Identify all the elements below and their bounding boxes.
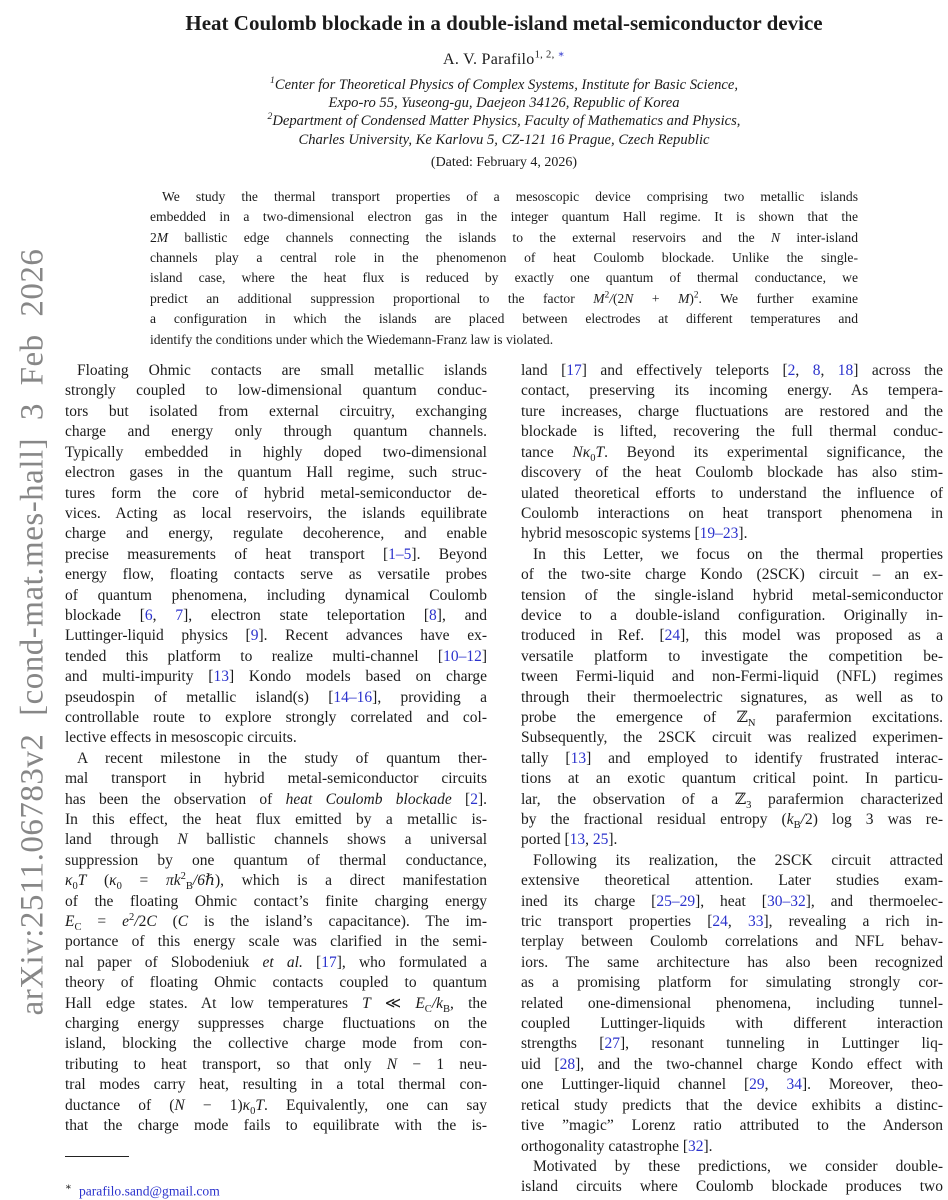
citation-link[interactable]: 17 [321, 953, 337, 971]
text-line: tween Fermi-liquid and non-Fermi-liquid (NFL) regimes [521, 668, 943, 686]
text-line: strengths [27], resonant tunneling in Luttinger liq- [521, 1035, 943, 1053]
citation-link[interactable]: 10–12 [443, 647, 482, 665]
text-line: orthogonality catastrophe [32]. [521, 1137, 713, 1155]
text-line: ined its charge [25–29], heat [30–32], and thermoelec- [521, 892, 943, 910]
text-line: predict an additional suppression proportional to the factor $M^2/(2N + M)^2$. We further examine [150, 289, 859, 306]
abstract [150, 187, 858, 350]
text-line: tally [13] and employed to identify frustrated interac- [521, 749, 943, 767]
citation-link[interactable]: 18 [837, 362, 854, 380]
text-line: device to a double-island configuration. Originally in- [521, 606, 943, 624]
citation-link[interactable]: 25–29 [656, 892, 696, 910]
citation-link[interactable]: 30–32 [766, 892, 806, 910]
citation-link[interactable]: 8 [429, 606, 437, 624]
paragraph [521, 361, 943, 545]
text-line: land [17] and effectively teleports [2, 8, 18] across the [521, 362, 943, 380]
citation-link[interactable]: 27 [604, 1035, 620, 1053]
text-line: island case, where the heat flux is reduced by exactly one quantum of thermal conductance, we [150, 270, 858, 286]
text-line: Typically embedded in highly doped two-dimensional [65, 443, 487, 461]
footnote [65, 1182, 487, 1200]
paragraph [150, 187, 858, 350]
page-title: Heat Coulomb blockade in a double-island metal-semiconductor device [185, 11, 823, 35]
text-line: ported [13, 25]. [521, 831, 618, 849]
text-line: of quantum phenomena, including dynamical Coulomb [65, 586, 487, 604]
text-line: blockade [6, 7], electron state teleportation [8], and [65, 606, 487, 624]
citation-link[interactable]: 33 [747, 913, 764, 931]
author-footnote-star[interactable]: ∗ [557, 49, 565, 61]
text-line: terplay between Coulomb correlations and NFL behav- [521, 933, 943, 951]
text-line: probe the emergence of ℤ$_N$ parafermion excitations. [521, 708, 943, 730]
text-line: tension of the single-island hybrid metal-semiconductor [521, 586, 943, 604]
dated-line: (Dated: February 4, 2026) [430, 154, 578, 170]
text-line: Floating Ohmic contacts are small metallic islands [77, 362, 487, 380]
text-line: as a promising platform for simulating strongly cor- [521, 974, 943, 992]
text-line: suppression by one quantum of thermal conductance, [65, 851, 487, 869]
text-line: channels play a central role in the phenomenon of heat Coulomb blockade. Unlike the single- [150, 250, 858, 266]
text-line: iors. The same architecture has also been recognized [521, 953, 943, 971]
text-line: In this effect, the heat flux emitted by a metallic is- [65, 811, 487, 828]
paragraph [521, 1157, 943, 1198]
citation-link[interactable]: 13 [213, 668, 229, 686]
text-line: lective effects in mesoscopic circuits. [65, 729, 297, 747]
text-line: tributing to heat transport, so that only N − 1 neu- [65, 1055, 487, 1073]
text-line: tors but isolated from external circuitry, exchanging [65, 402, 487, 420]
text-line: We study the thermal transport properties of a mesoscopic device comprising two metallic islands [162, 188, 858, 204]
citation-link[interactable]: 32 [688, 1137, 704, 1155]
text-line: charge and energy, regulate decoherence, and enable [65, 525, 487, 543]
text-line: has been the observation of heat Coulomb blockade [2]. [65, 790, 487, 808]
text-line: island, blocking the collective charge mode from con- [65, 1035, 487, 1053]
left-column [65, 361, 487, 1199]
affiliation-line: $^1$Center for Theoretical Physics of Complex Systems, Institute for Basic Science, [270, 75, 738, 93]
footnote-marker: ∗ [65, 1181, 72, 1193]
affiliation-line: Expo-ro 55, Yuseong-gu, Daejeon 34126, Republic of Korea [328, 95, 680, 112]
text-line: of the floating Ohmic contact’s finite charging energy [65, 892, 487, 910]
text-line: land through N ballistic channels shows a universal [65, 831, 488, 849]
text-line: and multi-impurity [13] Kondo models based on charge [65, 668, 487, 686]
text-line: uid [28], and the two-channel charge Kondo effect with [521, 1055, 944, 1073]
text-line: by the fractional residual entropy $(k_B/2)$ log 3 was re- [521, 811, 943, 832]
text-line: related one-dimensional phenomena, including tunnel- [521, 994, 943, 1012]
text-line: one Luttinger-liquid channel [29, 34]. Moreover, theo- [521, 1076, 943, 1094]
text-line: Luttinger-liquid physics [9]. Recent advances have ex- [65, 627, 487, 645]
text-line: tive ”magic” Lorenz ratio attributed to the Anderson [521, 1117, 943, 1135]
text-line: ture increases, charge fluctuations are restored and the [521, 402, 943, 420]
citation-link[interactable]: 24 [664, 627, 681, 645]
citation-link[interactable]: 25 [592, 831, 609, 849]
citation-link[interactable]: 9 [250, 627, 259, 645]
text-line: In this Letter, we focus on the thermal properties [533, 545, 943, 563]
text-line: pseudospin of metallic island(s) [14–16], providing a [65, 688, 487, 706]
text-line: of the two-site charge Kondo (2SCK) circuit – an ex- [521, 566, 943, 584]
text-line: identify the conditions under which the Wiedemann-Franz law is violated. [150, 331, 554, 347]
paper-page [65, 0, 943, 1199]
text-line: precise measurements of heat transport [1–5]. Beyond [65, 545, 487, 563]
text-line: Coulomb interactions on heat transport phenomena in [521, 504, 943, 522]
author-name: A. V. Parafilo [443, 51, 535, 68]
citation-link[interactable]: 13 [569, 831, 586, 849]
text-line: that the charge mode fails to equilibrate with the is- [65, 1117, 487, 1135]
text-line: ductance of $(N - 1)\kappa_0T$. Equivalently, one can say [65, 1096, 487, 1117]
text-line: troduced in Ref. [24], this model was proposed as a [521, 627, 943, 645]
paragraph [521, 545, 943, 851]
text-line: extensive theoretical attention. Later studies exam- [521, 872, 943, 890]
citation-link[interactable]: 24 [712, 913, 728, 931]
text-line: theory of floating Ohmic contacts coupled to quantum [65, 974, 487, 992]
right-column [521, 361, 943, 1199]
text-line: through their thermoelectric signatures, as well as to [521, 688, 943, 706]
text-line: coupled Luttinger-liquids with different interaction [521, 1015, 943, 1033]
affiliation-line: $^2$Department of Condensed Matter Physics, Faculty of Mathematics and Physics, [267, 111, 741, 130]
citation-link[interactable]: 14–16 [333, 688, 373, 706]
text-line: nal paper of Slobodeniuk et al. [17], who formulated a [65, 953, 487, 971]
text-line: contact, preserving its incoming energy. As tempera- [521, 382, 943, 400]
citation-link[interactable]: 6 [144, 606, 153, 624]
citation-link[interactable]: 29 [749, 1076, 765, 1094]
citation-link[interactable]: 17 [566, 362, 582, 380]
text-line: controllable route to explore strongly correlated and col- [65, 708, 487, 726]
arxiv-stamp: arXiv:2511.06783v2 [cond-mat.mes-hall] 3 Feb 2026 [14, 248, 51, 1016]
text-line: a configuration in which the islands are placed between electrodes at different temperatures and [150, 311, 858, 327]
text-line: $E_C = e^2/2C$ (C is the island’s capacitance). The im- [65, 911, 487, 934]
text-line: tral modes carry heat, resulting in a total thermal con- [65, 1076, 487, 1094]
citation-link[interactable]: 2 [470, 790, 478, 808]
footnote-rule [65, 1156, 129, 1157]
text-line: tended this platform to realize multi-channel [10–12] [65, 647, 487, 665]
text-line: ulated theoretical efforts to understand the influence of [521, 484, 943, 502]
text-line: strongly coupled to low-dimensional quantum conduc- [65, 382, 487, 400]
text-line: 2M ballistic edge channels connecting the islands to the external reservoirs and the N inter-island [150, 229, 858, 245]
text-line: Following its realization, the 2SCK circuit attracted [533, 851, 943, 869]
text-line: tions at an exotic quantum critical point. In particu- [521, 770, 943, 788]
text-line: versatile platform to investigate the competition be- [521, 647, 943, 665]
text-line: charging energy suppresses charge fluctuations on the [65, 1015, 487, 1033]
paragraph [65, 361, 487, 749]
text-line: Hall edge states. At low temperatures T ≪ $E_C/k_B$, the [65, 994, 487, 1015]
text-line: vices. Acting as local reservoirs, the islands equilibrate [65, 504, 487, 522]
text-line: embedded in a two-dimensional electron gas in the integer quantum Hall regime. It is shown that the [150, 209, 858, 225]
text-line: A recent milestone in the study of quantum ther- [77, 749, 487, 767]
affiliations [65, 76, 943, 149]
body-columns [65, 361, 943, 1199]
author-superscript: 1, 2, ∗ [534, 49, 565, 61]
text-line: tric transport properties [24, 33], revealing a rich in- [521, 913, 943, 931]
author-line [65, 51, 943, 69]
text-line: lar, the observation of a ℤ$_3$ parafermion characterized [521, 790, 943, 811]
text-line: tures form the core of hybrid metal-semiconductor de- [65, 484, 487, 502]
affiliation-line: Charles University, Ke Karlovu 5, CZ-121 16 Prague, Czech Republic [298, 131, 710, 148]
text-line: Motivated by these predictions, we consider double- [533, 1157, 943, 1175]
text-line: hybrid mesoscopic systems [19–23]. [521, 525, 748, 543]
text-line: discovery of the heat Coulomb blockade has also stim- [521, 464, 943, 482]
text-line: portance of this energy scale was clarified in the semi- [65, 933, 487, 951]
citation-link[interactable]: 7 [175, 606, 184, 624]
citation-link[interactable]: 2 [787, 362, 796, 380]
text-line: island circuits where Coulomb blockade produces two [521, 1178, 943, 1196]
paragraph [521, 851, 943, 1157]
text-line: energy flow, floating contacts serve as versatile probes [65, 566, 487, 584]
text-line: electron gases in the quantum Hall regime, such struc- [65, 464, 487, 482]
text-line: Subsequently, the 2SCK circuit was realized experimen- [521, 729, 943, 747]
text-line: retical study predicts that the device exhibits a distinc- [521, 1096, 943, 1114]
text-line: mal transport in hybrid metal-semiconductor circuits [65, 770, 487, 788]
text-line: charge and energy only through quantum channels. [65, 423, 487, 441]
citation-link[interactable]: 34 [786, 1076, 802, 1094]
paragraph [65, 749, 487, 1137]
text-line: $\kappa_0T$ ($\kappa_0$ = $\pi k^2_B/6\hbar$), which is a direct manifestation [65, 871, 487, 893]
text-line: tance $N\kappa_0T$. Beyond its experimental significance, the [521, 443, 943, 464]
email-link[interactable]: parafilo.sand@gmail.com [78, 1183, 220, 1199]
citation-link[interactable]: 1–5 [388, 545, 412, 563]
citation-link[interactable]: 8 [812, 362, 821, 380]
citation-link[interactable]: 28 [559, 1055, 576, 1073]
citation-link[interactable]: 13 [570, 749, 587, 767]
text-line: blockade is lifted, recovering the full thermal conduc- [521, 423, 943, 441]
citation-link[interactable]: 19–23 [699, 525, 739, 543]
